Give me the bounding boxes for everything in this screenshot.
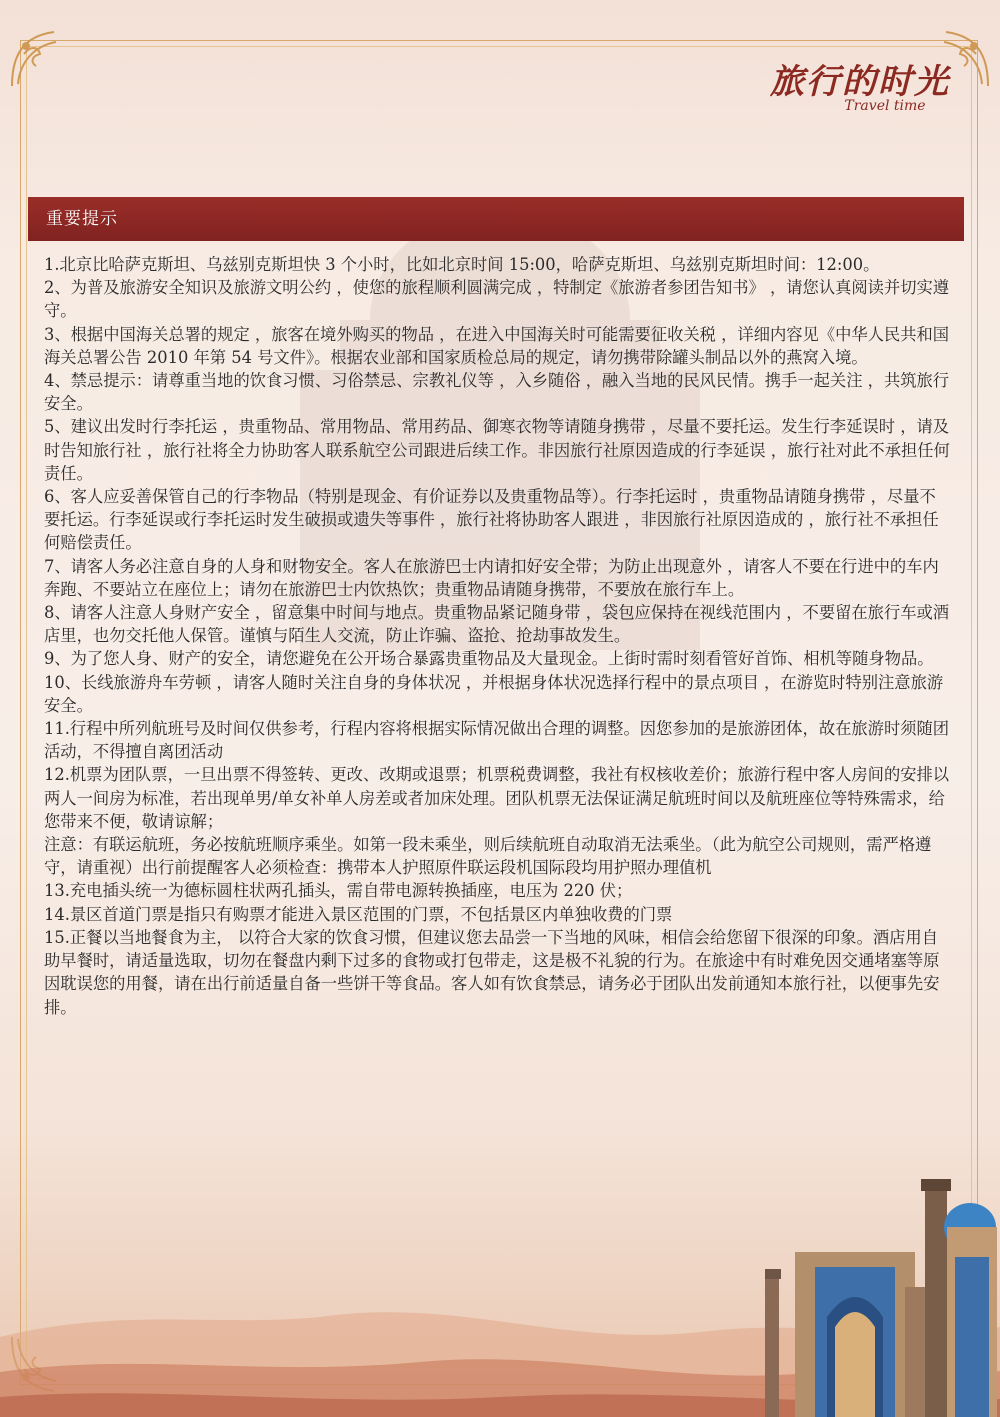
mosque-illustration-image xyxy=(765,1157,1000,1417)
notice-list xyxy=(44,253,950,1019)
notice-item: 4、禁忌提示：请尊重当地的饮食习惯、习俗禁忌、宗教礼仪等 ，入乡随俗 ，融入当地的民风民情。携手一起关注 ，共筑旅行安全。 xyxy=(44,371,950,414)
notice-item: 9、为了您人身、财产的安全，请您避免在公开场合暴露贵重物品及大量现金。上街时需时刻看管好首饰、相机等随身物品。 xyxy=(44,649,934,669)
notice-item: 10、长线旅游舟车劳顿 ，请客人随时关注自身的身体状况 ，并根据身体状况选择行程中的景点项目 ，在游览时特别注意旅游安全。 xyxy=(44,672,944,715)
notice-item: 3、根据中国海关总署的规定 ，旅客在境外购买的物品 ，在进入中国海关时可能需要征收关税 ，详细内容见《中华人民共和国海关总署公告 2010 年第 54 号文件》。根据农业部和国家质检总局的规定，请勿携带除罐头制品以外的燕窝入境。 xyxy=(44,324,950,367)
brand-logo xyxy=(760,60,960,130)
corner-ornament-top-left xyxy=(4,24,74,94)
notice-item: 7、请客人务必注意自身的人身和财物安全。客人在旅游巴士内请扣好安全带；为防止出现意外 ，请客人不要在行进中的车内奔跑、不要站立在座位上；请勿在旅游巴士内饮热饮；贵重物品请随身携带，不要放在旅行车上。 xyxy=(44,556,939,599)
notice-item: 1.北京比哈萨克斯坦、乌兹别克斯坦快 3 个小时，比如北京时间 15:00，哈萨克斯坦、乌兹别克斯坦时间：12:00。 xyxy=(44,255,880,274)
section-title: 重要提示 xyxy=(46,209,118,229)
brand-logo-text: 旅行的时光 xyxy=(770,62,950,102)
desert-scenery-image xyxy=(0,1157,1000,1417)
notice-item: 8、请客人注意人身财产安全 ，留意集中时间与地点。贵重物品紧记随身带 ，袋包应保持在视线范围内 ，不要留在旅行车或酒店里，也勿交托他人保管。谨慎与陌生人交流，防止诈骗、盗抢、抢劫事故发生。 xyxy=(44,603,950,646)
notice-item: 6、客人应妥善保管自己的行李物品（特别是现金、有价证券以及贵重物品等）。行李托运时 ，贵重物品请随身携带 ，尽量不要托运。行李延误或行李托运时发生破损或遗失等事件 ，旅行社将协助客人跟进 ，非因旅行社原因造成的 ，旅行社不承担任何赔偿责任。 xyxy=(44,487,939,553)
notice-item: 注意：有联运航班，务必按航班顺序乘坐。如第一段未乘坐，则后续航班自动取消无法乘坐。（此为航空公司规则，需严格遵守，请重视）出行前提醒客人必须检查：携带本人护照原件联运段机国际段均用护照办理值机 xyxy=(44,835,932,878)
notice-item: 12.机票为团队票，一旦出票不得签转、更改、改期或退票；机票税费调整，我社有权核收差价；旅游行程中客人房间的安排以两人一间房为标准，若出现单男/单女补单人房差或者加床处理。团队机票无法保证满足航班时间以及航班座位等特殊需求，给您带来不便，敬请谅解； xyxy=(44,765,950,831)
section-header-bar xyxy=(28,197,964,241)
notice-item: 11.行程中所列航班号及时间仅供参考，行程内容将根据实际情况做出合理的调整。因您参加的是旅游团体，故在旅游时须随团活动，不得擅自离团活动 xyxy=(44,719,950,762)
notice-item: 13.充电插头统一为德标圆柱状两孔插头，需自带电源转换插座，电压为 220 伏； xyxy=(44,881,633,901)
notice-item: 15.正餐以当地餐食为主， 以符合大家的饮食习惯，但建议您去品尝一下当地的风味，相信会给您留下很深的印象。酒店用自助早餐时，请适量选取，切勿在餐盘内剩下过多的食物或打包带走，这是极不礼貌的行为。在旅途中有时难免因交通堵塞等原因耽误您的用餐，请在出行前适量自备一些饼干等食品。客人如有饮食禁忌，请务必于团队出发前通知本旅行社，以便事先安排。 xyxy=(44,927,940,1017)
corner-ornament-bottom-left xyxy=(4,1329,74,1399)
notice-item: 2、为普及旅游安全知识及旅游文明公约 ，使您的旅程顺利圆满完成 ，特制定《旅游者参团告知书》 ，请您认真阅读并切实遵守。 xyxy=(44,278,950,321)
brand-logo-subtext: Travel time xyxy=(844,98,926,114)
notice-item: 14.景区首道门票是指只有购票才能进入景区范围的门票，不包括景区内单独收费的门票 xyxy=(44,904,673,924)
notice-item: 5、建议出发时行李托运 ，贵重物品、常用物品、常用药品、御寒衣物等请随身携带 ，尽量不要托运。发生行李延误时 ，请及时告知旅行社 ，旅行社将全力协助客人联系航空公司跟进后续工作。非因旅行社原因造成的行李延误 ，旅行社对此不承担任何责任。 xyxy=(44,417,950,483)
